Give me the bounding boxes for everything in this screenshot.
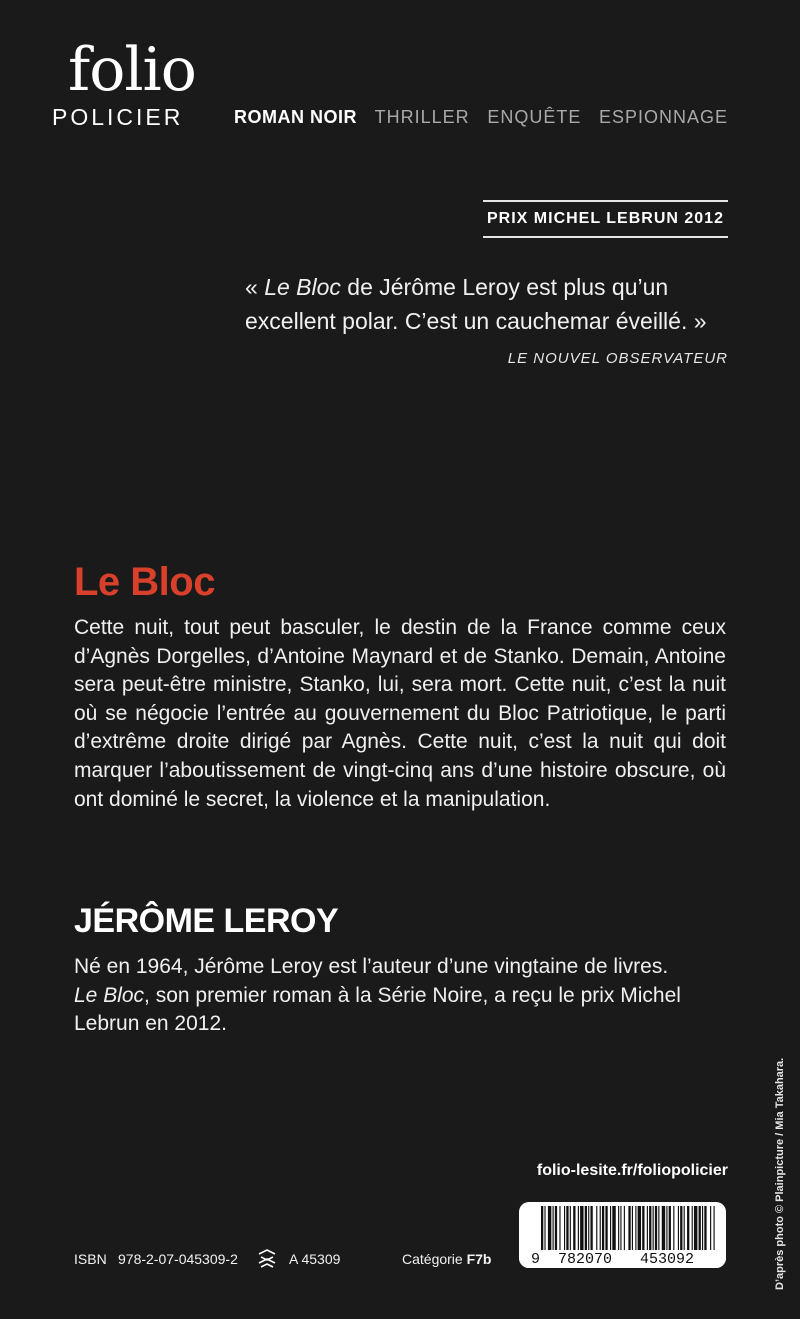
barcode-bar — [666, 1206, 667, 1250]
publisher-emblem-icon — [255, 1247, 279, 1276]
barcode-bar — [684, 1206, 685, 1250]
barcode-bar — [624, 1206, 625, 1250]
quote-book-title: Le Bloc — [264, 274, 341, 300]
barcode-bar — [578, 1206, 579, 1250]
barcode-bar — [585, 1206, 587, 1250]
barcode-bar — [559, 1206, 560, 1250]
genre-roman-noir: ROMAN NOIR — [234, 107, 357, 127]
genre-enquete: ENQUÊTE — [487, 107, 582, 127]
barcode-bar — [628, 1206, 630, 1250]
prize-label: PRIX MICHEL LEBRUN 2012 — [487, 210, 724, 227]
barcode-bar — [673, 1206, 674, 1250]
category — [402, 1251, 491, 1267]
barcode-bar — [692, 1206, 693, 1250]
barcode-bar — [573, 1206, 575, 1250]
prize-block — [483, 200, 728, 238]
quote-line1-rest: de Jérôme Leroy est plus qu’un — [340, 274, 669, 300]
isbn-barcode — [519, 1202, 726, 1268]
barcode-bar — [635, 1206, 636, 1250]
barcode-bar — [612, 1206, 615, 1250]
barcode-bar — [600, 1206, 601, 1250]
barcode-bar — [553, 1206, 554, 1250]
author-bio — [74, 953, 726, 1039]
isbn-number: 978-2-07-045309-2 — [118, 1251, 238, 1267]
isbn-label: ISBN — [74, 1251, 107, 1267]
genre-list — [234, 107, 728, 128]
barcode-bar — [632, 1206, 633, 1250]
quote-source: LE NOUVEL OBSERVATEUR — [507, 350, 728, 367]
barcode-bar — [555, 1206, 557, 1250]
barcode-bar — [680, 1206, 682, 1250]
author-name: JÉRÔME LEROY — [74, 902, 339, 940]
genre-espionnage: ESPIONNAGE — [598, 107, 728, 127]
photo-credit: D’après photo © Plainpicture / Mia Takahara. — [774, 1057, 786, 1290]
barcode-bar — [687, 1206, 689, 1250]
barcode-bar — [605, 1206, 607, 1250]
barcode-bar — [570, 1206, 571, 1250]
barcode-bar — [638, 1206, 641, 1250]
prize-bottom-rule — [483, 236, 728, 238]
barcode-bar — [590, 1206, 592, 1250]
barcode-bar — [544, 1206, 545, 1250]
barcode-bar — [548, 1206, 551, 1250]
barcode-bar — [704, 1206, 706, 1250]
barcode-bar — [541, 1206, 543, 1250]
barcode-bar — [610, 1206, 611, 1250]
barcode-bar — [710, 1206, 711, 1250]
genre-thriller: THRILLER — [374, 107, 470, 127]
bio-rest: , son premier roman à la Série Noire, a reçu le prix Michel Lebrun en 2012. — [74, 983, 681, 1036]
barcode-digit-first: 9 — [531, 1251, 541, 1268]
press-quote — [245, 270, 735, 338]
barcode-bar — [647, 1206, 648, 1250]
barcode-digits-group2: 453092 — [639, 1251, 695, 1268]
synopsis-text: Cette nuit, tout peut basculer, le destin de la France comme ceux d’Agnès Dorgelles, d’Antoine Maynard et de Stanko. Demain, Antoine sera peut-être ministre, Stanko, lui, sera mort. Cette nuit, c’est la nuit où se négocie l’entrée au gouvernement du Bloc Patriotique, le parti d’extrême droite dirigé par Agnès. Cette nuit, c’est la nuit qui doit marquer l’aboutissement de vingt-cinq ans d’une histoire obscure, où ont dominé le secret, la violence et la manipulation. — [74, 616, 726, 811]
category-label: Catégorie — [402, 1251, 463, 1267]
barcode-bar — [642, 1206, 644, 1250]
barcode-bar — [588, 1206, 589, 1250]
product-code: A 45309 — [289, 1251, 341, 1267]
barcode-bar — [714, 1206, 715, 1250]
barcode-digits-group1: 782070 — [557, 1251, 613, 1268]
bio-line1: Né en 1964, Jérôme Leroy est l’auteur d’une vingtaine de livres. — [74, 955, 669, 978]
barcode-bar — [564, 1206, 565, 1250]
book-title: Le Bloc — [74, 560, 215, 604]
barcode-bar — [602, 1206, 604, 1250]
barcode-bar — [566, 1206, 568, 1250]
barcode-bar — [699, 1206, 701, 1250]
barcode-bar — [618, 1206, 619, 1250]
barcode-bar — [649, 1206, 651, 1250]
barcode-bar — [669, 1206, 671, 1250]
barcode-bars — [519, 1202, 726, 1268]
barcode-bar — [596, 1206, 597, 1250]
barcode-bar — [702, 1206, 703, 1250]
barcode-bar — [662, 1206, 665, 1250]
category-code: F7b — [466, 1251, 492, 1267]
quote-line2: excellent polar. C’est un cauchemar éveillé. » — [245, 308, 707, 334]
barcode-bar — [653, 1206, 654, 1250]
folio-logo-policier: POLICIER — [52, 104, 184, 130]
website-url: folio-lesite.fr/foliopolicier — [536, 1162, 728, 1179]
barcode-bar — [580, 1206, 583, 1250]
bio-book-title: Le Bloc — [74, 983, 145, 1007]
barcode-bar — [658, 1206, 659, 1250]
barcode-bar — [655, 1206, 657, 1250]
barcode-bar — [694, 1206, 697, 1250]
barcode-bar — [678, 1206, 679, 1250]
barcode-bar — [620, 1206, 621, 1250]
folio-logo-word: folio — [68, 35, 196, 105]
quote-open-mark: « — [245, 274, 265, 300]
